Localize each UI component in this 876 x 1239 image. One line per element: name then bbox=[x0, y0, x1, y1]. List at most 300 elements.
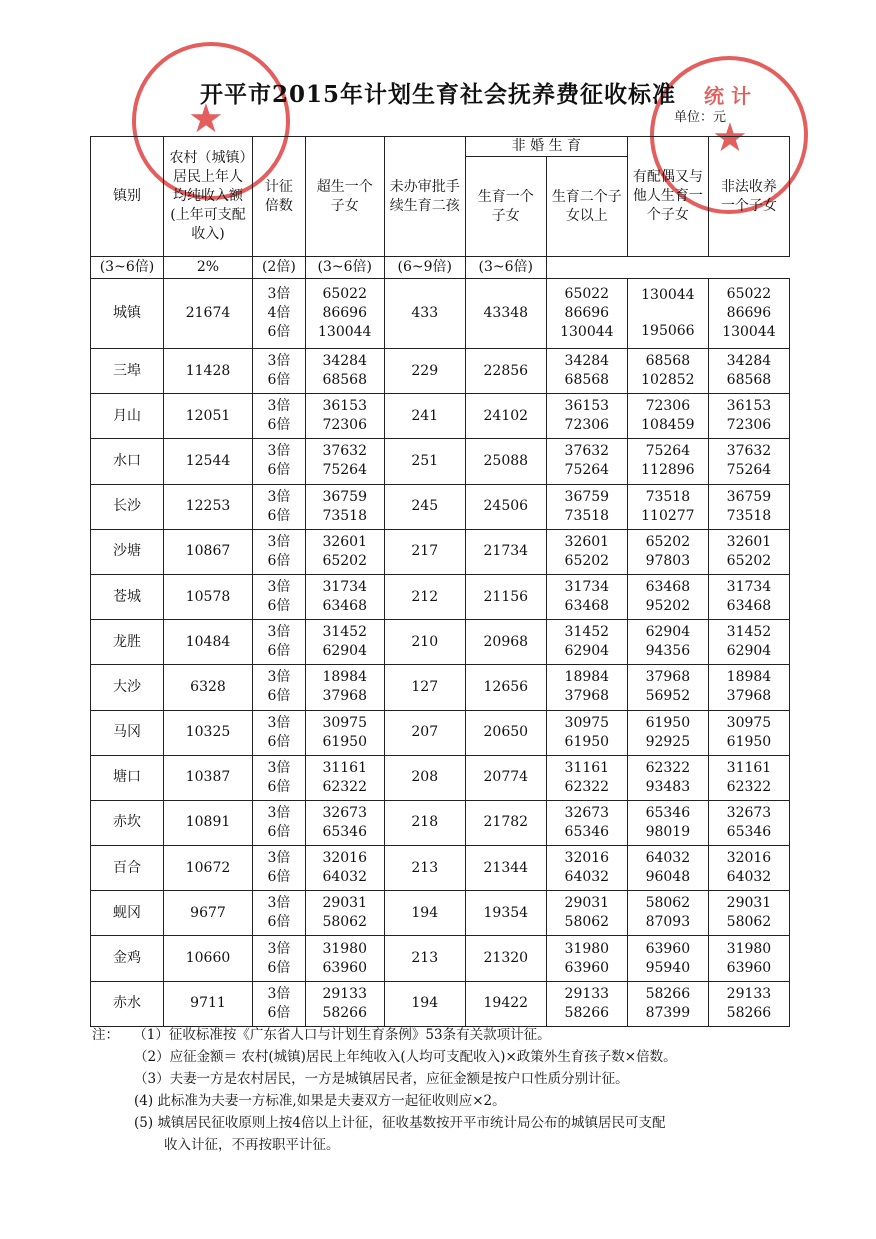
over-one-cell-value: 29133 bbox=[322, 985, 367, 1002]
over-one-cell-value: 62322 bbox=[322, 778, 367, 795]
nm-two-cell-value: 18984 bbox=[564, 669, 610, 686]
nm-two-cell-value: 64032 bbox=[564, 869, 610, 886]
over-one-cell-value: 73518 bbox=[322, 507, 367, 524]
unapproved-cell: 241 bbox=[384, 394, 465, 439]
adopt-cell bbox=[708, 846, 789, 891]
multiplier-cell-value: 3倍 bbox=[267, 398, 291, 415]
table-row bbox=[91, 665, 790, 710]
nm-one-cell: 21344 bbox=[465, 846, 546, 891]
over-one-cell bbox=[305, 349, 384, 394]
nm-two-cell bbox=[546, 349, 627, 394]
multiplier-cell bbox=[253, 981, 306, 1026]
table-row bbox=[91, 439, 790, 484]
multiplier-cell-value: 6倍 bbox=[267, 914, 291, 931]
income-cell: 10672 bbox=[163, 846, 252, 891]
nm-one-cell: 20968 bbox=[465, 620, 546, 665]
note-item: （1）征收标准按《广东省人口与计划生育条例》53条有关款项计征。 bbox=[133, 1027, 551, 1043]
over-one-cell bbox=[305, 710, 384, 755]
header-non-marital: 非 婚 生 育 bbox=[465, 137, 627, 157]
spouse-cell-value: 73518 bbox=[645, 488, 691, 505]
nm-one-cell: 25088 bbox=[465, 439, 546, 484]
nm-two-cell-value: 36759 bbox=[564, 488, 610, 505]
income-cell: 10891 bbox=[163, 800, 252, 845]
unapproved-cell: 229 bbox=[384, 349, 465, 394]
over-one-cell-value: 36153 bbox=[322, 398, 367, 415]
adopt-cell-value: 31734 bbox=[726, 579, 772, 596]
table-row bbox=[91, 891, 790, 936]
multiplier-cell bbox=[253, 936, 306, 981]
fee-standard-table bbox=[90, 136, 790, 1027]
town-cell: 大沙 bbox=[91, 665, 164, 710]
nm-two-cell-value: 63960 bbox=[564, 959, 610, 976]
spouse-cell-value: 112896 bbox=[641, 462, 695, 479]
over-one-cell-value: 37632 bbox=[322, 443, 367, 460]
nm-two-cell-value: 32673 bbox=[564, 804, 610, 821]
spouse-cell-value: 37968 bbox=[645, 669, 691, 686]
nm-two-cell-value: 34284 bbox=[564, 353, 610, 370]
over-one-cell-value: 31161 bbox=[322, 759, 367, 776]
over-one-cell-value: 36759 bbox=[322, 488, 367, 505]
spouse-cell bbox=[627, 755, 708, 800]
nm-two-cell-value: 75264 bbox=[564, 462, 610, 479]
over-one-cell-value: 32016 bbox=[322, 850, 367, 867]
unapproved-cell: 207 bbox=[384, 710, 465, 755]
table-row bbox=[91, 846, 790, 891]
spouse-cell bbox=[627, 800, 708, 845]
adopt-cell-value: 58062 bbox=[726, 914, 772, 931]
multiplier-cell-value: 6倍 bbox=[267, 959, 291, 976]
over-one-cell-value: 58266 bbox=[322, 1004, 367, 1021]
spouse-cell-value: 65346 bbox=[645, 804, 691, 821]
header-nm-two: 生育二个子女以上 bbox=[546, 157, 627, 257]
header-nm-one: 生育一个子女 bbox=[465, 157, 546, 257]
over-one-cell-value: 37968 bbox=[322, 688, 367, 705]
adopt-cell bbox=[708, 891, 789, 936]
nm-two-cell bbox=[546, 439, 627, 484]
spouse-cell bbox=[627, 439, 708, 484]
multiplier-cell bbox=[253, 394, 306, 439]
multiplier-cell bbox=[253, 755, 306, 800]
unapproved-cell: 127 bbox=[384, 665, 465, 710]
unapproved-cell: 194 bbox=[384, 891, 465, 936]
nm-two-cell-value: 72306 bbox=[564, 417, 610, 434]
income-cell: 9711 bbox=[163, 981, 252, 1026]
multiplier-cell-value: 3倍 bbox=[267, 624, 291, 641]
spouse-cell bbox=[627, 665, 708, 710]
income-cell: 10867 bbox=[163, 529, 252, 574]
spouse-cell bbox=[627, 891, 708, 936]
town-cell: 长沙 bbox=[91, 484, 164, 529]
income-cell: 21674 bbox=[163, 279, 252, 349]
nm-two-cell-value: 31161 bbox=[564, 759, 610, 776]
multiplier-cell-value: 3倍 bbox=[267, 985, 291, 1002]
adopt-cell bbox=[708, 620, 789, 665]
nm-two-cell bbox=[546, 800, 627, 845]
header-unapproved: 未办审批手续生育二孩 bbox=[384, 137, 465, 257]
town-cell: 蚬冈 bbox=[91, 891, 164, 936]
adopt-cell-value: 65022 bbox=[726, 286, 772, 302]
multiplier-cell-value: 3倍 bbox=[267, 714, 291, 731]
adopt-cell-value: 29133 bbox=[726, 985, 772, 1002]
spouse-cell-value: 64032 bbox=[645, 850, 691, 867]
adopt-cell bbox=[708, 981, 789, 1026]
spouse-cell-value: 56952 bbox=[645, 688, 691, 705]
income-cell: 10578 bbox=[163, 574, 252, 619]
adopt-cell-value: 61950 bbox=[726, 733, 772, 750]
adopt-cell-value: 130044 bbox=[722, 324, 776, 340]
over-one-cell-value: 63960 bbox=[322, 959, 367, 976]
income-cell: 12051 bbox=[163, 394, 252, 439]
over-one-cell-value: 31734 bbox=[322, 579, 367, 596]
spouse-cell-value: 68568 bbox=[645, 353, 691, 370]
adopt-cell-value: 73518 bbox=[726, 507, 772, 524]
multiplier-cell-value: 3倍 bbox=[267, 443, 291, 460]
adopt-cell-value: 65202 bbox=[726, 552, 772, 569]
nm-two-cell-value: 31452 bbox=[564, 624, 610, 641]
spouse-cell-value bbox=[628, 305, 708, 322]
income-cell: 12544 bbox=[163, 439, 252, 484]
spouse-cell-value: 63468 bbox=[645, 579, 691, 596]
multiplier-cell bbox=[253, 529, 306, 574]
adopt-cell bbox=[708, 484, 789, 529]
adopt-cell-value: 32016 bbox=[726, 850, 772, 867]
spouse-cell-value: 58062 bbox=[645, 895, 691, 912]
nm-two-cell-value: 63468 bbox=[564, 598, 610, 615]
nm-two-cell-value: 58062 bbox=[564, 914, 610, 931]
multiplier-cell-value: 3倍 bbox=[267, 895, 291, 912]
adopt-cell-value: 36759 bbox=[726, 488, 772, 505]
unapproved-cell: 251 bbox=[384, 439, 465, 484]
unapproved-cell: 245 bbox=[384, 484, 465, 529]
spouse-cell bbox=[627, 279, 708, 349]
over-one-cell-value: 65022 bbox=[322, 286, 367, 302]
adopt-cell-value: 32601 bbox=[726, 533, 772, 550]
income-cell: 10387 bbox=[163, 755, 252, 800]
over-one-cell bbox=[305, 846, 384, 891]
income-cell: 6328 bbox=[163, 665, 252, 710]
adopt-cell-value: 37968 bbox=[726, 688, 772, 705]
over-one-cell-value: 30975 bbox=[322, 714, 367, 731]
over-one-cell-value: 65202 bbox=[322, 552, 367, 569]
table-row bbox=[91, 936, 790, 981]
multiplier-cell bbox=[253, 279, 306, 349]
nm-two-cell-value: 73518 bbox=[564, 507, 610, 524]
over-one-cell-value: 65346 bbox=[322, 823, 367, 840]
multiplier-cell bbox=[253, 891, 306, 936]
unapproved-cell: 210 bbox=[384, 620, 465, 665]
over-one-cell-value: 86696 bbox=[322, 305, 367, 321]
adopt-cell-value: 37632 bbox=[726, 443, 772, 460]
adopt-cell bbox=[708, 665, 789, 710]
adopt-cell-value: 63468 bbox=[726, 598, 772, 615]
nm-two-cell-value: 86696 bbox=[564, 305, 610, 321]
adopt-cell-value: 75264 bbox=[726, 462, 772, 479]
over-one-cell-value: 31980 bbox=[322, 940, 367, 957]
nm-two-cell-value: 31980 bbox=[564, 940, 610, 957]
nm-two-cell bbox=[546, 279, 627, 349]
over-one-cell bbox=[305, 800, 384, 845]
over-one-cell-value: 32673 bbox=[322, 804, 367, 821]
header-rate: 2% bbox=[163, 257, 252, 279]
header-illegal-adopt: 非法收养一个子女 bbox=[708, 137, 789, 257]
table-row bbox=[91, 710, 790, 755]
spouse-cell bbox=[627, 529, 708, 574]
adopt-cell bbox=[708, 394, 789, 439]
multiplier-cell-value: 6倍 bbox=[267, 507, 291, 524]
adopt-cell bbox=[708, 574, 789, 619]
town-cell: 沙塘 bbox=[91, 529, 164, 574]
multiplier-cell bbox=[253, 484, 306, 529]
adopt-cell-value: 86696 bbox=[726, 305, 772, 321]
income-cell: 12253 bbox=[163, 484, 252, 529]
over-one-cell bbox=[305, 620, 384, 665]
spouse-cell-value: 62322 bbox=[645, 759, 691, 776]
nm-two-cell bbox=[546, 710, 627, 755]
town-cell: 金鸡 bbox=[91, 936, 164, 981]
header-rate: (2倍) bbox=[253, 257, 306, 279]
over-one-cell-value: 29031 bbox=[322, 895, 367, 912]
town-cell: 赤水 bbox=[91, 981, 164, 1026]
multiplier-cell-value: 6倍 bbox=[267, 869, 291, 886]
nm-one-cell: 19354 bbox=[465, 891, 546, 936]
unapproved-cell: 217 bbox=[384, 529, 465, 574]
star-icon: ★ bbox=[188, 96, 224, 142]
over-one-cell bbox=[305, 484, 384, 529]
spouse-cell-value: 62904 bbox=[645, 624, 691, 641]
nm-two-cell-value: 62322 bbox=[564, 778, 610, 795]
adopt-cell-value: 34284 bbox=[726, 353, 772, 370]
spouse-cell-value: 92925 bbox=[645, 733, 691, 750]
nm-one-cell: 20774 bbox=[465, 755, 546, 800]
nm-two-cell-value: 65346 bbox=[564, 823, 610, 840]
unapproved-cell: 194 bbox=[384, 981, 465, 1026]
over-one-cell-value: 18984 bbox=[322, 669, 367, 686]
adopt-cell-value: 32673 bbox=[726, 804, 772, 821]
over-one-cell bbox=[305, 981, 384, 1026]
nm-one-cell: 21320 bbox=[465, 936, 546, 981]
town-cell: 赤坎 bbox=[91, 800, 164, 845]
multiplier-cell-value: 3倍 bbox=[267, 804, 291, 821]
multiplier-cell bbox=[253, 846, 306, 891]
nm-two-cell bbox=[546, 394, 627, 439]
spouse-cell bbox=[627, 484, 708, 529]
over-one-cell-value: 58062 bbox=[322, 914, 367, 931]
star-icon: ★ bbox=[712, 115, 748, 161]
spouse-cell bbox=[627, 394, 708, 439]
header-over-one: 超生一个子女 bbox=[305, 137, 384, 257]
spouse-cell bbox=[627, 846, 708, 891]
spouse-cell-value: 97803 bbox=[645, 552, 691, 569]
town-cell: 百合 bbox=[91, 846, 164, 891]
multiplier-cell-value: 3倍 bbox=[267, 353, 291, 370]
multiplier-cell bbox=[253, 800, 306, 845]
table-row bbox=[91, 800, 790, 845]
nm-two-cell-value: 37632 bbox=[564, 443, 610, 460]
adopt-cell-value: 36153 bbox=[726, 398, 772, 415]
adopt-cell-value: 63960 bbox=[726, 959, 772, 976]
notes bbox=[92, 1024, 677, 1156]
header-multiplier: 计征倍数 bbox=[253, 137, 306, 257]
spouse-cell bbox=[627, 349, 708, 394]
over-one-cell-value: 64032 bbox=[322, 869, 367, 886]
spouse-cell-value: 95940 bbox=[645, 959, 691, 976]
nm-one-cell: 22856 bbox=[465, 349, 546, 394]
spouse-cell-value: 95202 bbox=[645, 598, 691, 615]
nm-two-cell-value: 65202 bbox=[564, 552, 610, 569]
town-cell: 三埠 bbox=[91, 349, 164, 394]
nm-two-cell bbox=[546, 936, 627, 981]
adopt-cell bbox=[708, 439, 789, 484]
over-one-cell-value: 31452 bbox=[322, 624, 367, 641]
table-row bbox=[91, 484, 790, 529]
multiplier-cell-value: 6倍 bbox=[267, 552, 291, 569]
note-item: （2）应征金额＝ 农村(城镇)居民上年纯收入(人均可支配收入)×政策外生育孩子数×倍数。 bbox=[134, 1049, 677, 1065]
unit-label: 单位：元 bbox=[673, 110, 726, 125]
nm-two-cell bbox=[546, 574, 627, 619]
table-row bbox=[91, 279, 790, 349]
nm-two-cell bbox=[546, 755, 627, 800]
nm-one-cell: 24506 bbox=[465, 484, 546, 529]
nm-two-cell-value: 31734 bbox=[564, 579, 610, 596]
spouse-cell-value: 108459 bbox=[641, 417, 695, 434]
town-cell: 水口 bbox=[91, 439, 164, 484]
spouse-cell-value: 75264 bbox=[645, 443, 691, 460]
nm-two-cell bbox=[546, 846, 627, 891]
income-cell: 10484 bbox=[163, 620, 252, 665]
table-row bbox=[91, 574, 790, 619]
multiplier-cell-value: 6倍 bbox=[267, 372, 291, 389]
nm-two-cell bbox=[546, 891, 627, 936]
unapproved-cell: 208 bbox=[384, 755, 465, 800]
header-rate: (3~6倍) bbox=[465, 257, 546, 279]
multiplier-cell-value: 3倍 bbox=[267, 533, 291, 550]
adopt-cell-value: 31452 bbox=[726, 624, 772, 641]
table-row bbox=[91, 755, 790, 800]
spouse-cell-value: 94356 bbox=[645, 643, 691, 660]
adopt-cell-value: 18984 bbox=[726, 669, 772, 686]
spouse-cell-value: 65202 bbox=[645, 533, 691, 550]
town-cell: 马冈 bbox=[91, 710, 164, 755]
multiplier-cell bbox=[253, 710, 306, 755]
spouse-cell bbox=[627, 574, 708, 619]
adopt-cell-value: 58266 bbox=[726, 1004, 772, 1021]
header-spouse-other: 有配偶又与他人生育一个子女 bbox=[627, 137, 708, 257]
over-one-cell-value: 61950 bbox=[322, 733, 367, 750]
over-one-cell bbox=[305, 665, 384, 710]
nm-two-cell-value: 130044 bbox=[560, 324, 614, 340]
nm-one-cell: 21782 bbox=[465, 800, 546, 845]
multiplier-cell bbox=[253, 349, 306, 394]
nm-two-cell bbox=[546, 620, 627, 665]
note-item: 收入计征，不再按职平计征。 bbox=[164, 1137, 340, 1153]
nm-two-cell-value: 30975 bbox=[564, 714, 610, 731]
multiplier-cell-value: 4倍 bbox=[267, 305, 291, 321]
spouse-cell-value: 58266 bbox=[645, 985, 691, 1002]
spouse-cell-value: 195066 bbox=[641, 323, 695, 339]
table-row bbox=[91, 529, 790, 574]
header-rate: (3~6倍) bbox=[305, 257, 384, 279]
unapproved-cell: 213 bbox=[384, 936, 465, 981]
spouse-cell-value: 130044 bbox=[641, 287, 695, 303]
spouse-cell bbox=[627, 936, 708, 981]
spouse-cell-value: 87399 bbox=[645, 1004, 691, 1021]
note-item: (5) 城镇居民征收原则上按4倍以上计征，征收基数按开平市统计局公布的城镇居民可支配 bbox=[134, 1115, 666, 1131]
nm-two-cell-value: 58266 bbox=[564, 1004, 610, 1021]
nm-two-cell-value: 36153 bbox=[564, 398, 610, 415]
nm-two-cell-value: 32016 bbox=[564, 850, 610, 867]
spouse-cell-value: 61950 bbox=[645, 714, 691, 731]
adopt-cell-value: 31980 bbox=[726, 940, 772, 957]
note-item: （3）夫妻一方是农村居民，一方是城镇居民者，应征金额是按户口性质分别计征。 bbox=[134, 1071, 629, 1087]
nm-two-cell-value: 37968 bbox=[564, 688, 610, 705]
income-cell: 9677 bbox=[163, 891, 252, 936]
spouse-cell bbox=[627, 710, 708, 755]
nm-one-cell: 21156 bbox=[465, 574, 546, 619]
nm-two-cell bbox=[546, 981, 627, 1026]
adopt-cell bbox=[708, 529, 789, 574]
adopt-cell-value: 65346 bbox=[726, 823, 772, 840]
spouse-cell bbox=[627, 981, 708, 1026]
income-cell: 11428 bbox=[163, 349, 252, 394]
adopt-cell bbox=[708, 349, 789, 394]
adopt-cell bbox=[708, 800, 789, 845]
town-cell: 城镇 bbox=[91, 279, 164, 349]
town-cell: 月山 bbox=[91, 394, 164, 439]
note-item: (4) 此标准为夫妻一方标准,如果是夫妻双方一起征收则应×2。 bbox=[134, 1093, 506, 1109]
spouse-cell-value: 87093 bbox=[645, 914, 691, 931]
nm-two-cell-value: 32601 bbox=[564, 533, 610, 550]
seal-text: 统 计 bbox=[704, 84, 751, 108]
nm-one-cell: 12656 bbox=[465, 665, 546, 710]
multiplier-cell-value: 3倍 bbox=[267, 759, 291, 776]
nm-two-cell-value: 29031 bbox=[564, 895, 610, 912]
over-one-cell-value: 32601 bbox=[322, 533, 367, 550]
spouse-cell-value: 63960 bbox=[645, 940, 691, 957]
adopt-cell-value: 68568 bbox=[726, 372, 772, 389]
multiplier-cell-value: 6倍 bbox=[267, 733, 291, 750]
over-one-cell-value: 68568 bbox=[322, 372, 367, 389]
nm-one-cell: 21734 bbox=[465, 529, 546, 574]
adopt-cell bbox=[708, 755, 789, 800]
header-rate: (3~6倍) bbox=[91, 257, 164, 279]
table-row bbox=[91, 349, 790, 394]
adopt-cell-value: 29031 bbox=[726, 895, 772, 912]
spouse-cell-value: 110277 bbox=[641, 507, 695, 524]
adopt-cell-value: 62904 bbox=[726, 643, 772, 660]
adopt-cell bbox=[708, 710, 789, 755]
spouse-cell-value: 96048 bbox=[645, 869, 691, 886]
over-one-cell bbox=[305, 936, 384, 981]
over-one-cell-value: 130044 bbox=[318, 324, 372, 340]
multiplier-cell-value: 3倍 bbox=[267, 286, 291, 302]
unapproved-cell: 212 bbox=[384, 574, 465, 619]
header-income: 农村（城镇）居民上年人均纯收入额(上年可支配收入) bbox=[163, 137, 252, 257]
nm-two-cell-value: 65022 bbox=[564, 286, 610, 302]
over-one-cell-value: 34284 bbox=[322, 353, 367, 370]
multiplier-cell-value: 3倍 bbox=[267, 488, 291, 505]
nm-one-cell: 19422 bbox=[465, 981, 546, 1026]
adopt-cell-value: 64032 bbox=[726, 869, 772, 886]
multiplier-cell-value: 3倍 bbox=[267, 669, 291, 686]
multiplier-cell bbox=[253, 574, 306, 619]
multiplier-cell-value: 6倍 bbox=[267, 462, 291, 479]
spouse-cell-value: 72306 bbox=[645, 398, 691, 415]
spouse-cell-value: 98019 bbox=[645, 823, 691, 840]
table-row bbox=[91, 394, 790, 439]
multiplier-cell-value: 6倍 bbox=[267, 598, 291, 615]
over-one-cell-value: 72306 bbox=[322, 417, 367, 434]
nm-two-cell bbox=[546, 529, 627, 574]
